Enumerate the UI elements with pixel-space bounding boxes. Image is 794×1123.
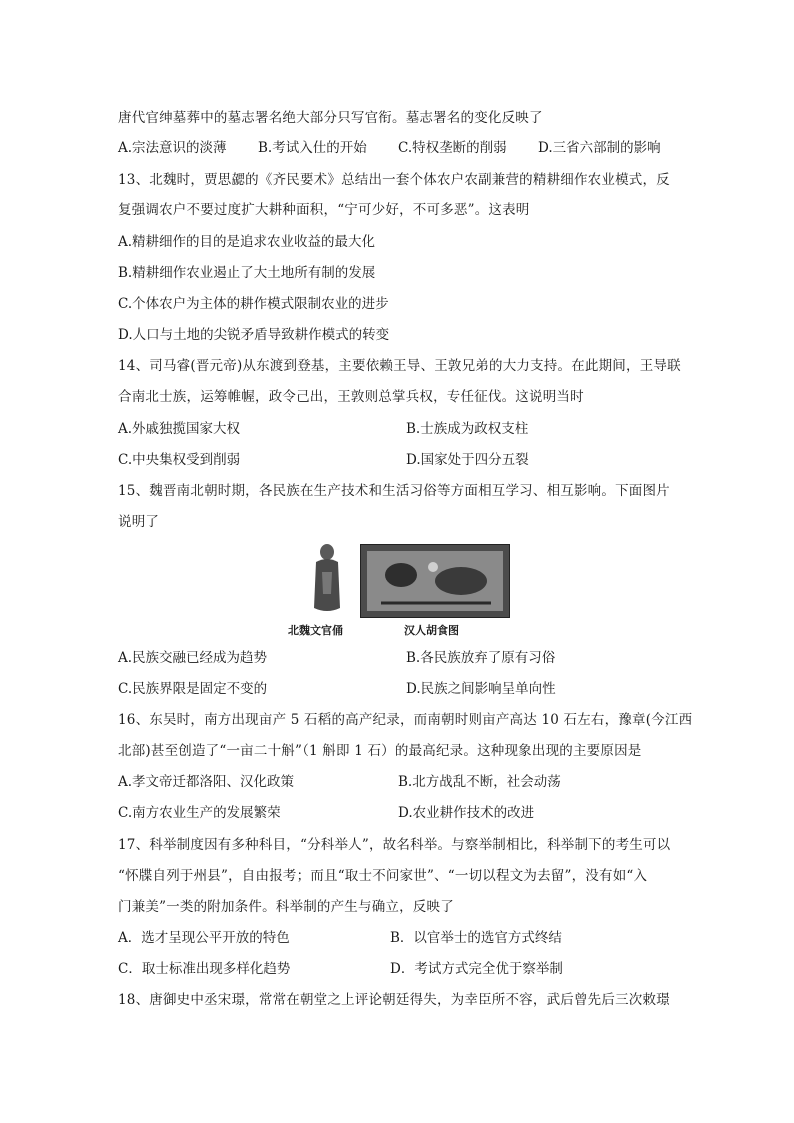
q16-stem-line2: 北部)甚至创造了“一亩二十斛”（1 斛即 1 石）的最高纪录。这种现象出现的主要原因是 [118,743,642,759]
q13-option-d: D.人口与土地的尖锐矛盾导致耕作模式的转变 [118,327,390,343]
q14-option-d: D.国家处于四分五裂 [406,452,529,468]
q15-stem-line1: 15、魏晋南北朝时期，各民族在生产技术和生活习俗等方面相互学习、相互影响。下面图片 [118,483,670,499]
q15-option-b: B.各民族放弃了原有习俗 [406,650,556,666]
q15-option-a: A.民族交融已经成为趋势 [118,650,268,666]
q15-stem-line2: 说明了 [118,514,160,530]
civil-official-figurine-image [306,542,348,614]
q13-option-c: C.个体农户为主体的耕作模式限制农业的进步 [118,296,389,312]
q16-option-a: A.孝文帝迁都洛阳、汉化政策 [118,774,295,790]
han-hu-food-mural-image [360,544,510,618]
q15-figure [288,542,520,637]
q14-stem-line1: 14、司马睿(晋元帝)从东渡到登基，主要依赖王导、王敦兄弟的大力支持。在此期间，王导联 [118,358,681,374]
q17-option-b: B．以官举士的选官方式终结 [390,930,562,946]
q13-stem-line1: 13、北魏时，贾思勰的《齐民要术》总结出一套个体农户农副兼营的精耕细作农业模式，反 [118,172,670,188]
q14-stem-line2: 合南北士族，运筹帷幄，政令己出，王敦则总掌兵权，专任征伐。这说明当时 [118,389,584,405]
q16-option-d: D.农业耕作技术的改进 [398,805,535,821]
q17-option-a: A．选才呈现公平开放的特色 [118,930,290,946]
q14-option-a: A.外戚独揽国家大权 [118,421,241,437]
q12-option-d: D.三省六部制的影响 [538,140,661,156]
q15-option-c: C.民族界限是固定不变的 [118,681,268,697]
figure-caption-left: 北魏文官俑 [288,624,343,637]
q17-stem-line3: 门兼美”一类的附加条件。科举制的产生与确立，反映了 [118,899,454,915]
q16-stem-line1: 16、东吴时，南方出现亩产 5 石稻的高产纪录，而南朝时则亩产高达 10 石左右，豫章(今江西 [118,712,693,728]
q16-option-b: B.北方战乱不断，社会动荡 [398,774,561,790]
q17-option-d: D．考试方式完全优于察举制 [390,961,563,977]
q17-stem-line2: “怀牒自列于州县”，自由报考；而且“取士不问家世”、“一切以程文为去留”，没有如“入 [118,868,648,884]
q16-option-c: C.南方农业生产的发展繁荣 [118,805,281,821]
q17-option-c: C．取士标准出现多样化趋势 [118,961,291,977]
q14-option-c: C.中央集权受到削弱 [118,452,241,468]
q12-option-c: C.特权垄断的削弱 [398,140,507,156]
q18-stem-line1: 18、唐御史中丞宋璟，常常在朝堂之上评论朝廷得失，为幸臣所不容，武后曾先后三次敕璟 [118,992,670,1008]
q14-option-b: B.士族成为政权支柱 [406,421,529,437]
q13-stem-line2: 复强调农户不要过度扩大耕种面积，“宁可少好，不可多恶”。这表明 [118,202,530,218]
q13-option-b: B.精耕细作农业遏止了大土地所有制的发展 [118,265,376,281]
q15-option-d: D.民族之间影响呈单向性 [406,681,556,697]
q13-option-a: A.精耕细作的目的是追求农业收益的最大化 [118,234,376,250]
q17-stem-line1: 17、科举制度因有多种科目，“分科举人”，故名科举。与察举制相比，科举制下的考生可以 [118,837,671,853]
q12-option-a: A.宗法意识的淡薄 [118,140,227,156]
figure-caption-right: 汉人胡食图 [404,624,459,637]
q12-option-b: B.考试入仕的开始 [258,140,367,156]
q12-stem-end: 唐代官绅墓葬中的墓志署名绝大部分只写官衔。墓志署名的变化反映了 [118,110,543,126]
